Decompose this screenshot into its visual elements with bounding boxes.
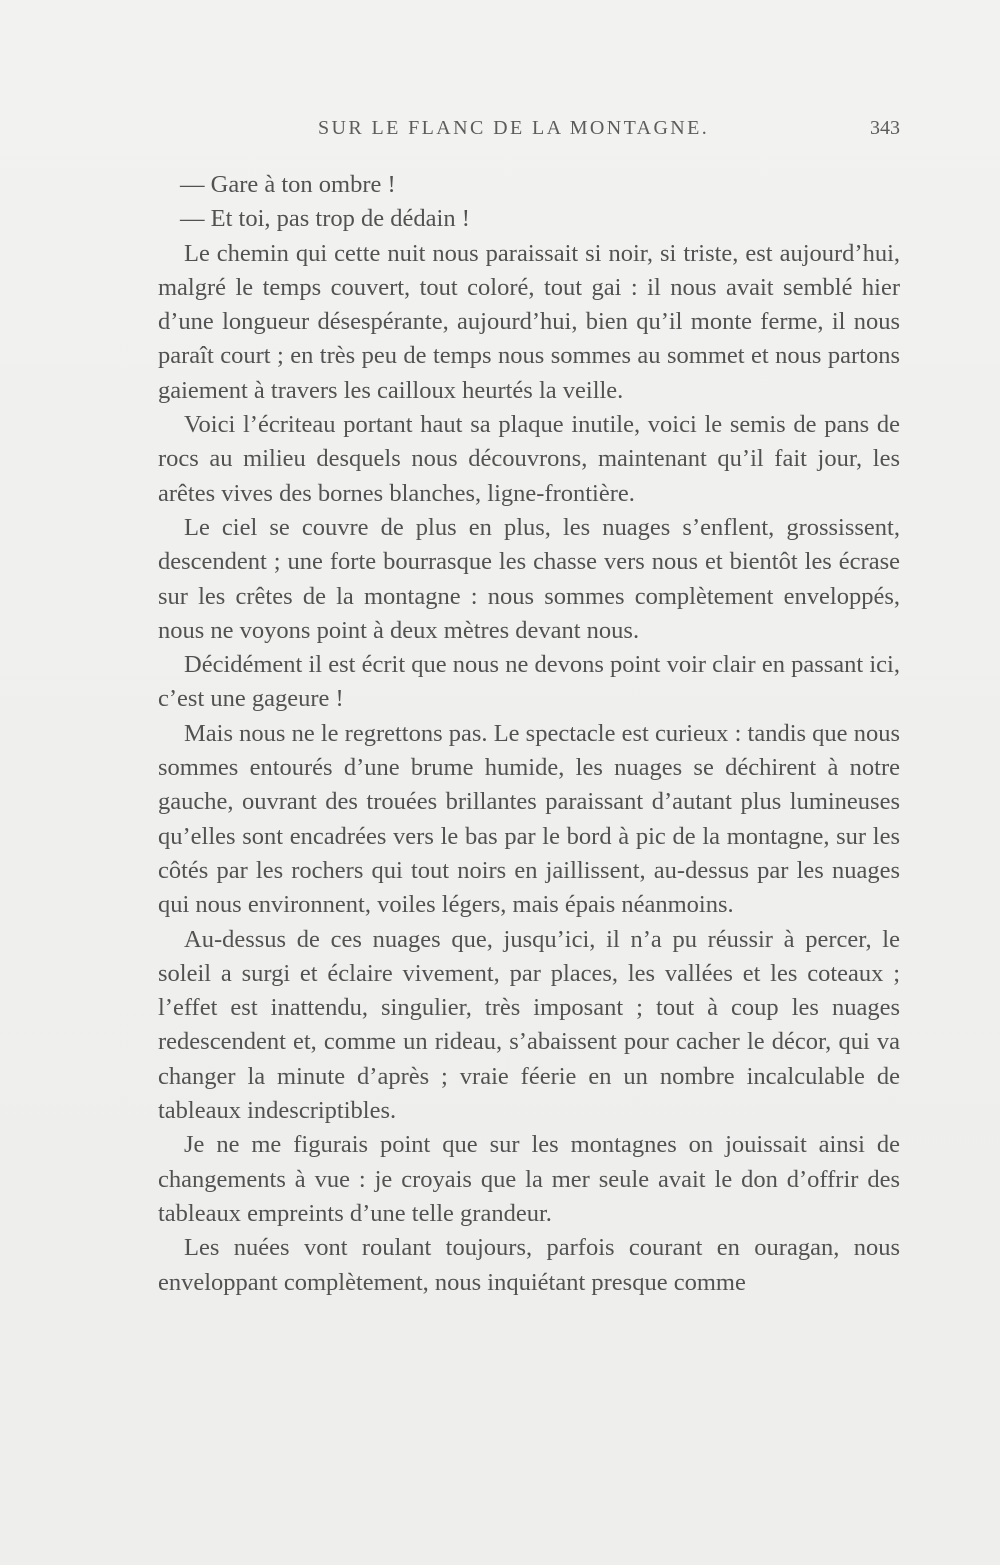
paragraph-ciel: Le ciel se couvre de plus en plus, les nuages s’enflent, grossissent, descendent ; une forte bourrasque les chasse vers nous et bientôt les écrase sur les crêtes de la montagne : nous sommes complètement enveloppés, nous ne voyons point à deux mètres devant nous. xyxy=(158,513,900,644)
running-head-title: SUR LE FLANC DE LA MONTAGNE. xyxy=(318,117,710,139)
body-text xyxy=(158,168,900,1300)
paragraph-nuees: Les nuées vont roulant toujours, parfois courant en ouragan, nous enveloppant complètement, nous inquiétant presque comme xyxy=(158,1234,900,1296)
paragraph-soleil: Au-dessus de ces nuages que, jusqu’ici, il n’a pu réussir à percer, le soleil a surgi et éclaire vivement, par places, les vallées et les coteaux ; l’effet est inattendu, singulier, très imposant ; tout à coup les nuages redescendent et, comme un rideau, s’abaissent pour cacher le décor, qui va changer la minute d’après ; vraie féerie en un nombre incalculable de tableaux indescriptibles. xyxy=(158,925,900,1125)
paragraph-ecriteau: Voici l’écriteau portant haut sa plaque inutile, voici le semis de pans de rocs au milieu desquels nous découvrons, maintenant qu’il fait jour, les arêtes vives des bornes blanches, ligne-frontière. xyxy=(158,411,900,507)
page-number: 343 xyxy=(870,117,900,139)
paragraph-dialogue-1: — Gare à ton ombre ! xyxy=(180,171,396,198)
paragraph-changements: Je ne me figurais point que sur les montagnes on jouissait ainsi de changements à vue : je croyais que la mer seule avait le don d’offrir des tableaux empreints d’une telle grandeur. xyxy=(158,1131,900,1227)
paragraph-spectacle: Mais nous ne le regrettons pas. Le spectacle est curieux : tandis que nous sommes entourés d’une brume humide, les nuages se déchirent à notre gauche, ouvrant des trouées brillantes paraissant d’autant plus lumineuses qu’elles sont encadrées vers le bas par le bord à pic de la montagne, sur les côtés par les rochers qui tout noirs en jaillissent, au-dessus par les nuages qui nous environnent, voiles légers, mais épais néanmoins. xyxy=(158,719,900,919)
paragraph-gageure: Décidément il est écrit que nous ne devons point voir clair en passant ici, c’est une gageure ! xyxy=(158,651,900,713)
paragraph-dialogue-2: — Et toi, pas trop de dédain ! xyxy=(180,205,470,233)
paragraph-chemin: Le chemin qui cette nuit nous paraissait si noir, si triste, est aujourd’hui, malgré le temps couvert, tout coloré, tout gai : il nous avait semblé hier d’une longueur désespérante, aujourd’hui, bien qu’il monte ferme, il nous paraît court ; en très peu de temps nous sommes au sommet et nous partons gaiement à travers les cailloux heurtés la veille. xyxy=(158,239,900,404)
